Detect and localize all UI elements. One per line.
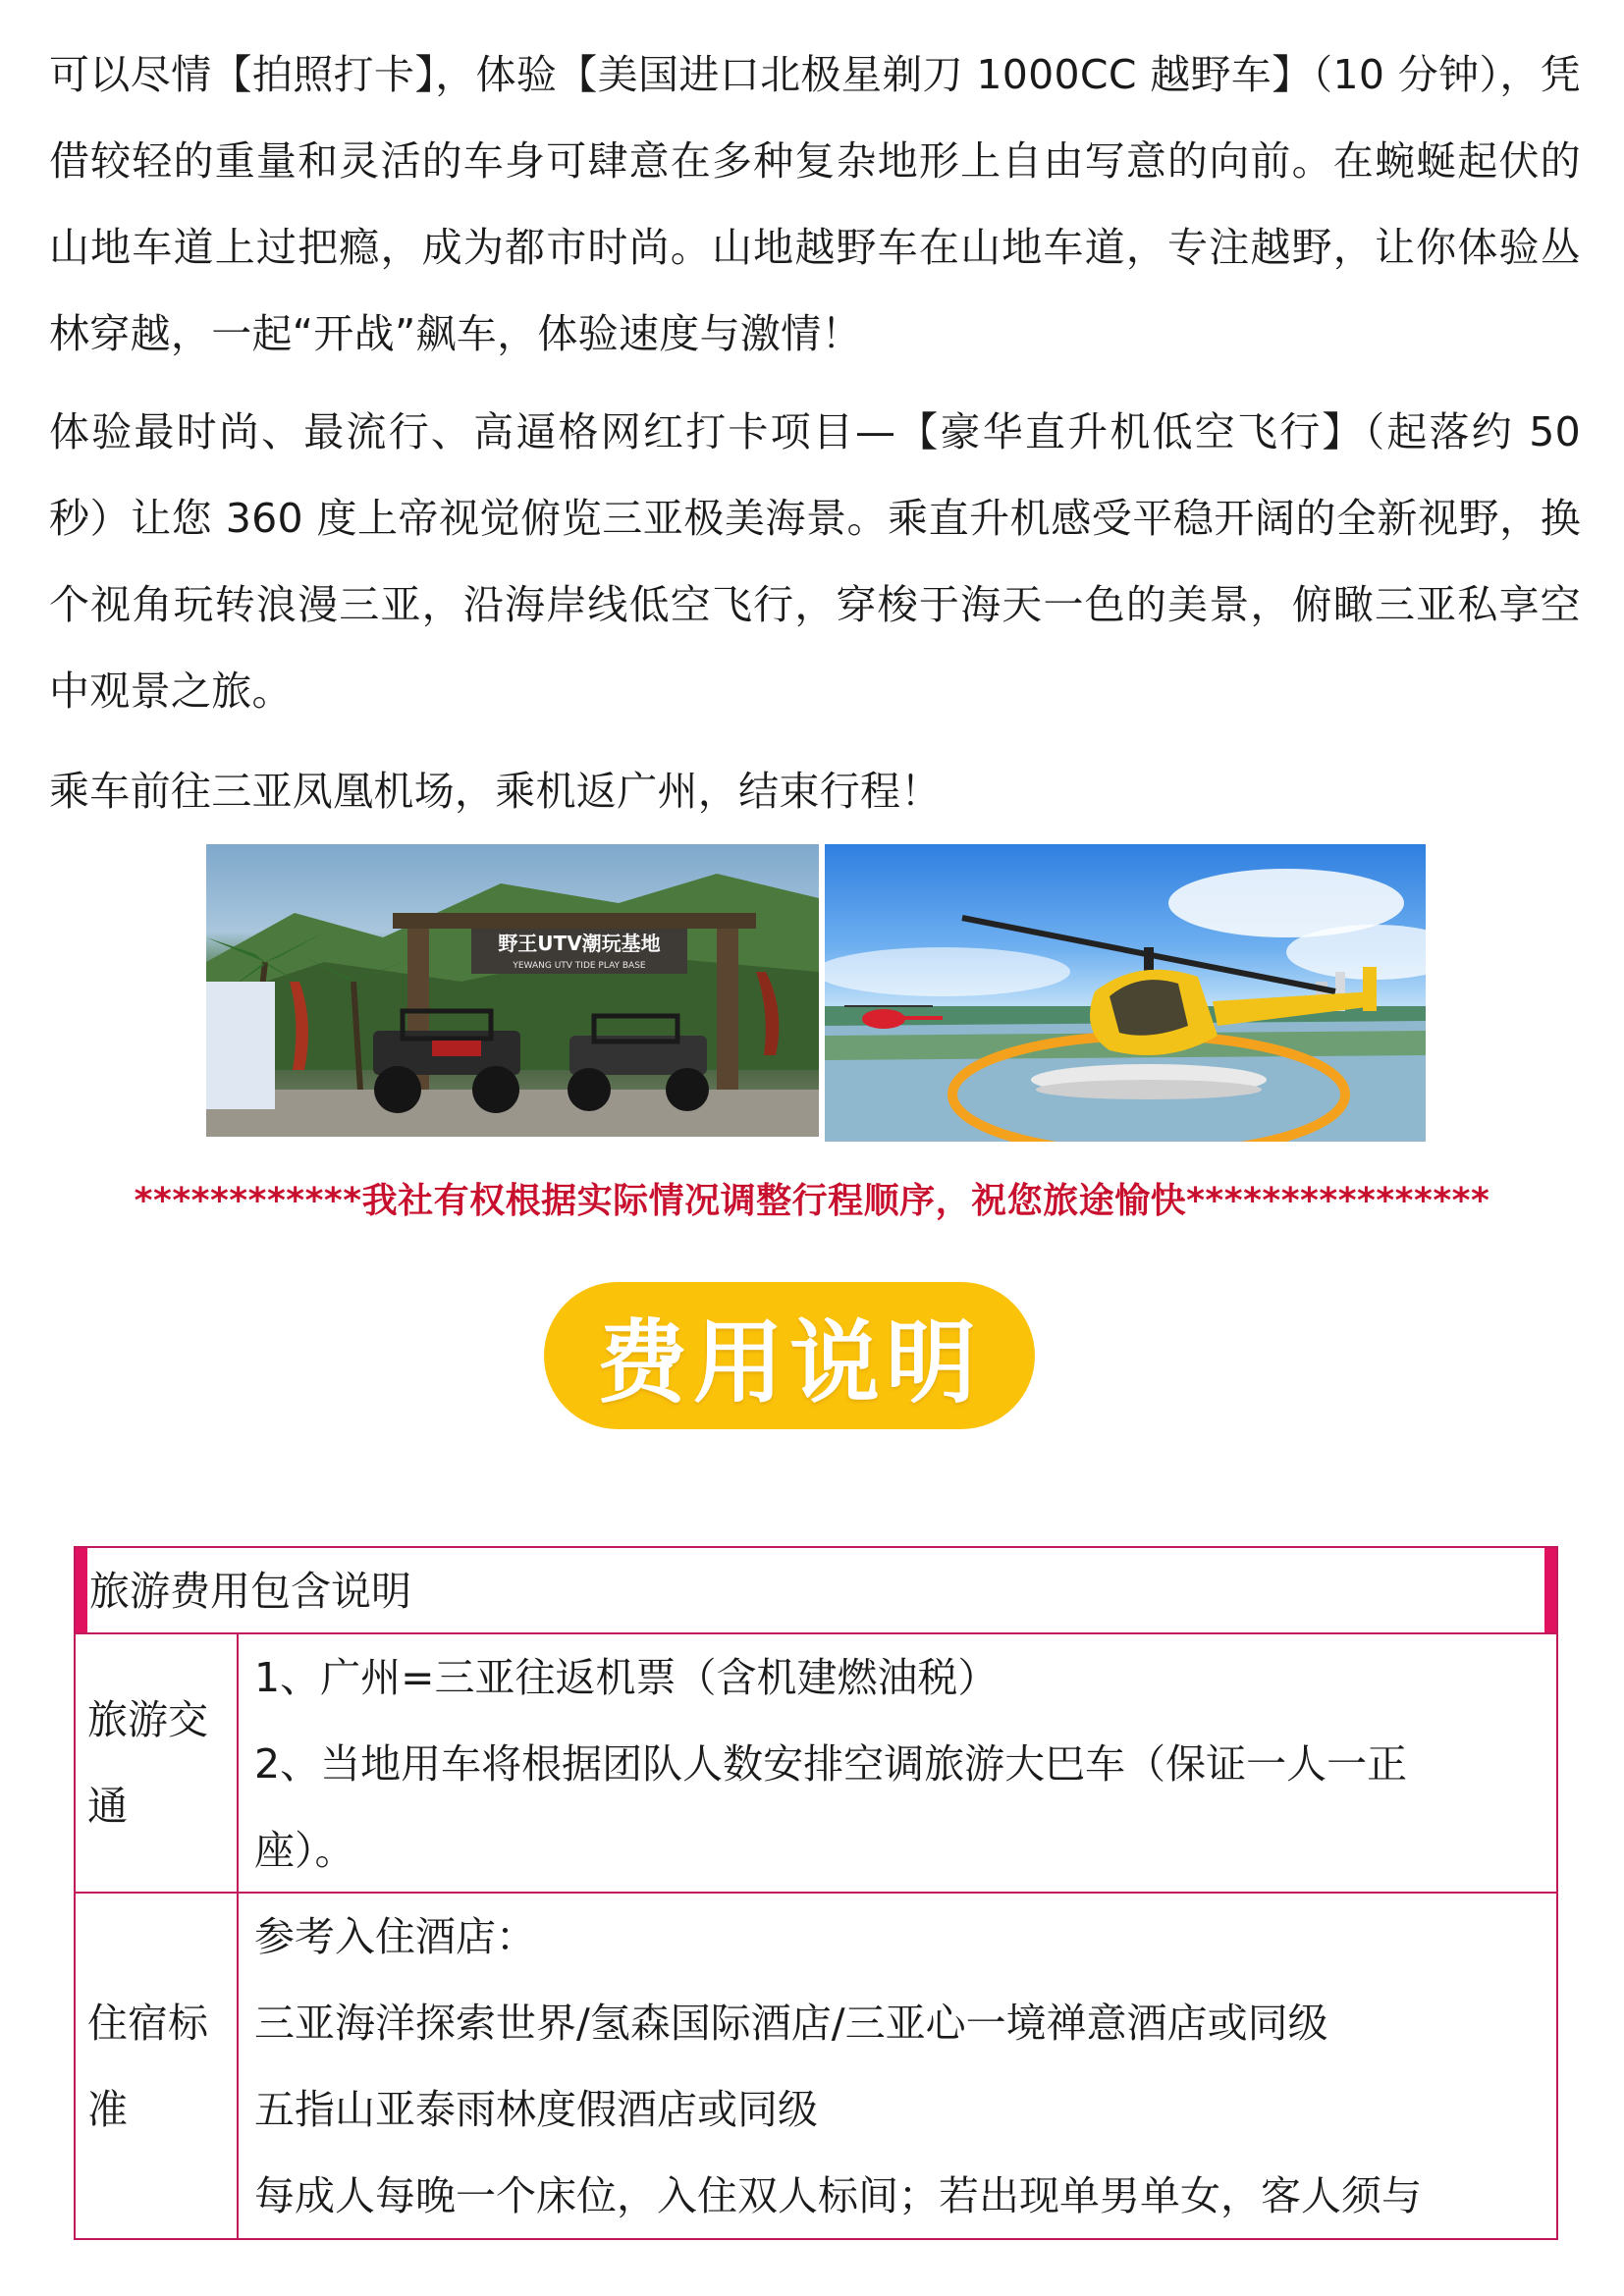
utv-photo-illustration (206, 844, 819, 1137)
helicopter-photo (825, 844, 1426, 1142)
utv-sign-subtext: YEWANG UTV TIDE PLAY BASE (513, 961, 646, 971)
row-content (239, 1634, 1556, 1892)
helicopter-photo-illustration (825, 844, 1426, 1142)
content-line: 2、当地用车将根据团队人数安排空调旅游大巴车（保证一人一正 (254, 1740, 1408, 1788)
content-line: 五指山亚泰雨林度假酒店或同级 (254, 2086, 818, 2133)
paragraph-return: 乘车前往三亚凤凰机场，乘机返广州，结束行程！ (49, 768, 942, 815)
content-line: 三亚海洋探索世界/氢森国际酒店/三亚心一境禅意酒店或同级 (254, 2000, 1328, 2047)
fee-table-header (76, 1548, 1556, 1634)
table-row-accommodation (76, 1894, 1556, 2238)
row-label: 旅游交通 (76, 1634, 239, 1892)
itinerary-notice: ************我社有权根据实际情况调整行程顺序，祝您旅途愉快**************** (134, 1181, 1490, 1221)
header-accent-bar (1544, 1548, 1556, 1632)
content-line: 参考入住酒店： (254, 1913, 536, 1960)
fee-table-title: 旅游费用包含说明 (89, 1568, 411, 1615)
row-content (239, 1894, 1556, 2238)
content-line: 每成人每晚一个床位，入住双人标间；若出现单男单女，客人须与 (254, 2172, 1422, 2219)
row-label: 住宿标准 (76, 1894, 239, 2238)
paragraph-helicopter: 体验最时尚、最流行、高逼格网红打卡项目—【豪华直升机低空飞行】（起落约 50 秒）让您 360 度上帝视觉俯览三亚极美海景。乘直升机感受平稳开阔的全新视野，换个视角玩转浪漫三亚，沿海岸线低空飞行，穿梭于海天一色的美景，俯瞰三亚私享空中观景之旅。 (49, 408, 1581, 715)
content-line: 座）。 (254, 1827, 355, 1874)
content-line: 1、广州=三亚往返机票（含机建燃油税） (254, 1654, 999, 1701)
table-row-transport (76, 1634, 1556, 1894)
utv-base-photo (206, 844, 819, 1137)
utv-sign-text: 野王UTV潮玩基地 (498, 932, 661, 955)
fee-table (74, 1546, 1558, 2240)
section-title-pill (544, 1282, 1035, 1429)
header-accent-bar (76, 1548, 87, 1632)
paragraph-utv: 可以尽情【拍照打卡】，体验【美国进口北极星剃刀 1000CC 越野车】（10 分钟），凭借较轻的重量和灵活的车身可肆意在多种复杂地形上自由写意的向前。在蜿蜒起伏的山地车道上过把瘾，成为都市时尚。山地越野车在山地车道，专注越野，让你体验丛林穿越，一起“开战”飙车，体验速度与激情！ (49, 51, 1581, 357)
section-title: 费用说明 (596, 1309, 982, 1415)
